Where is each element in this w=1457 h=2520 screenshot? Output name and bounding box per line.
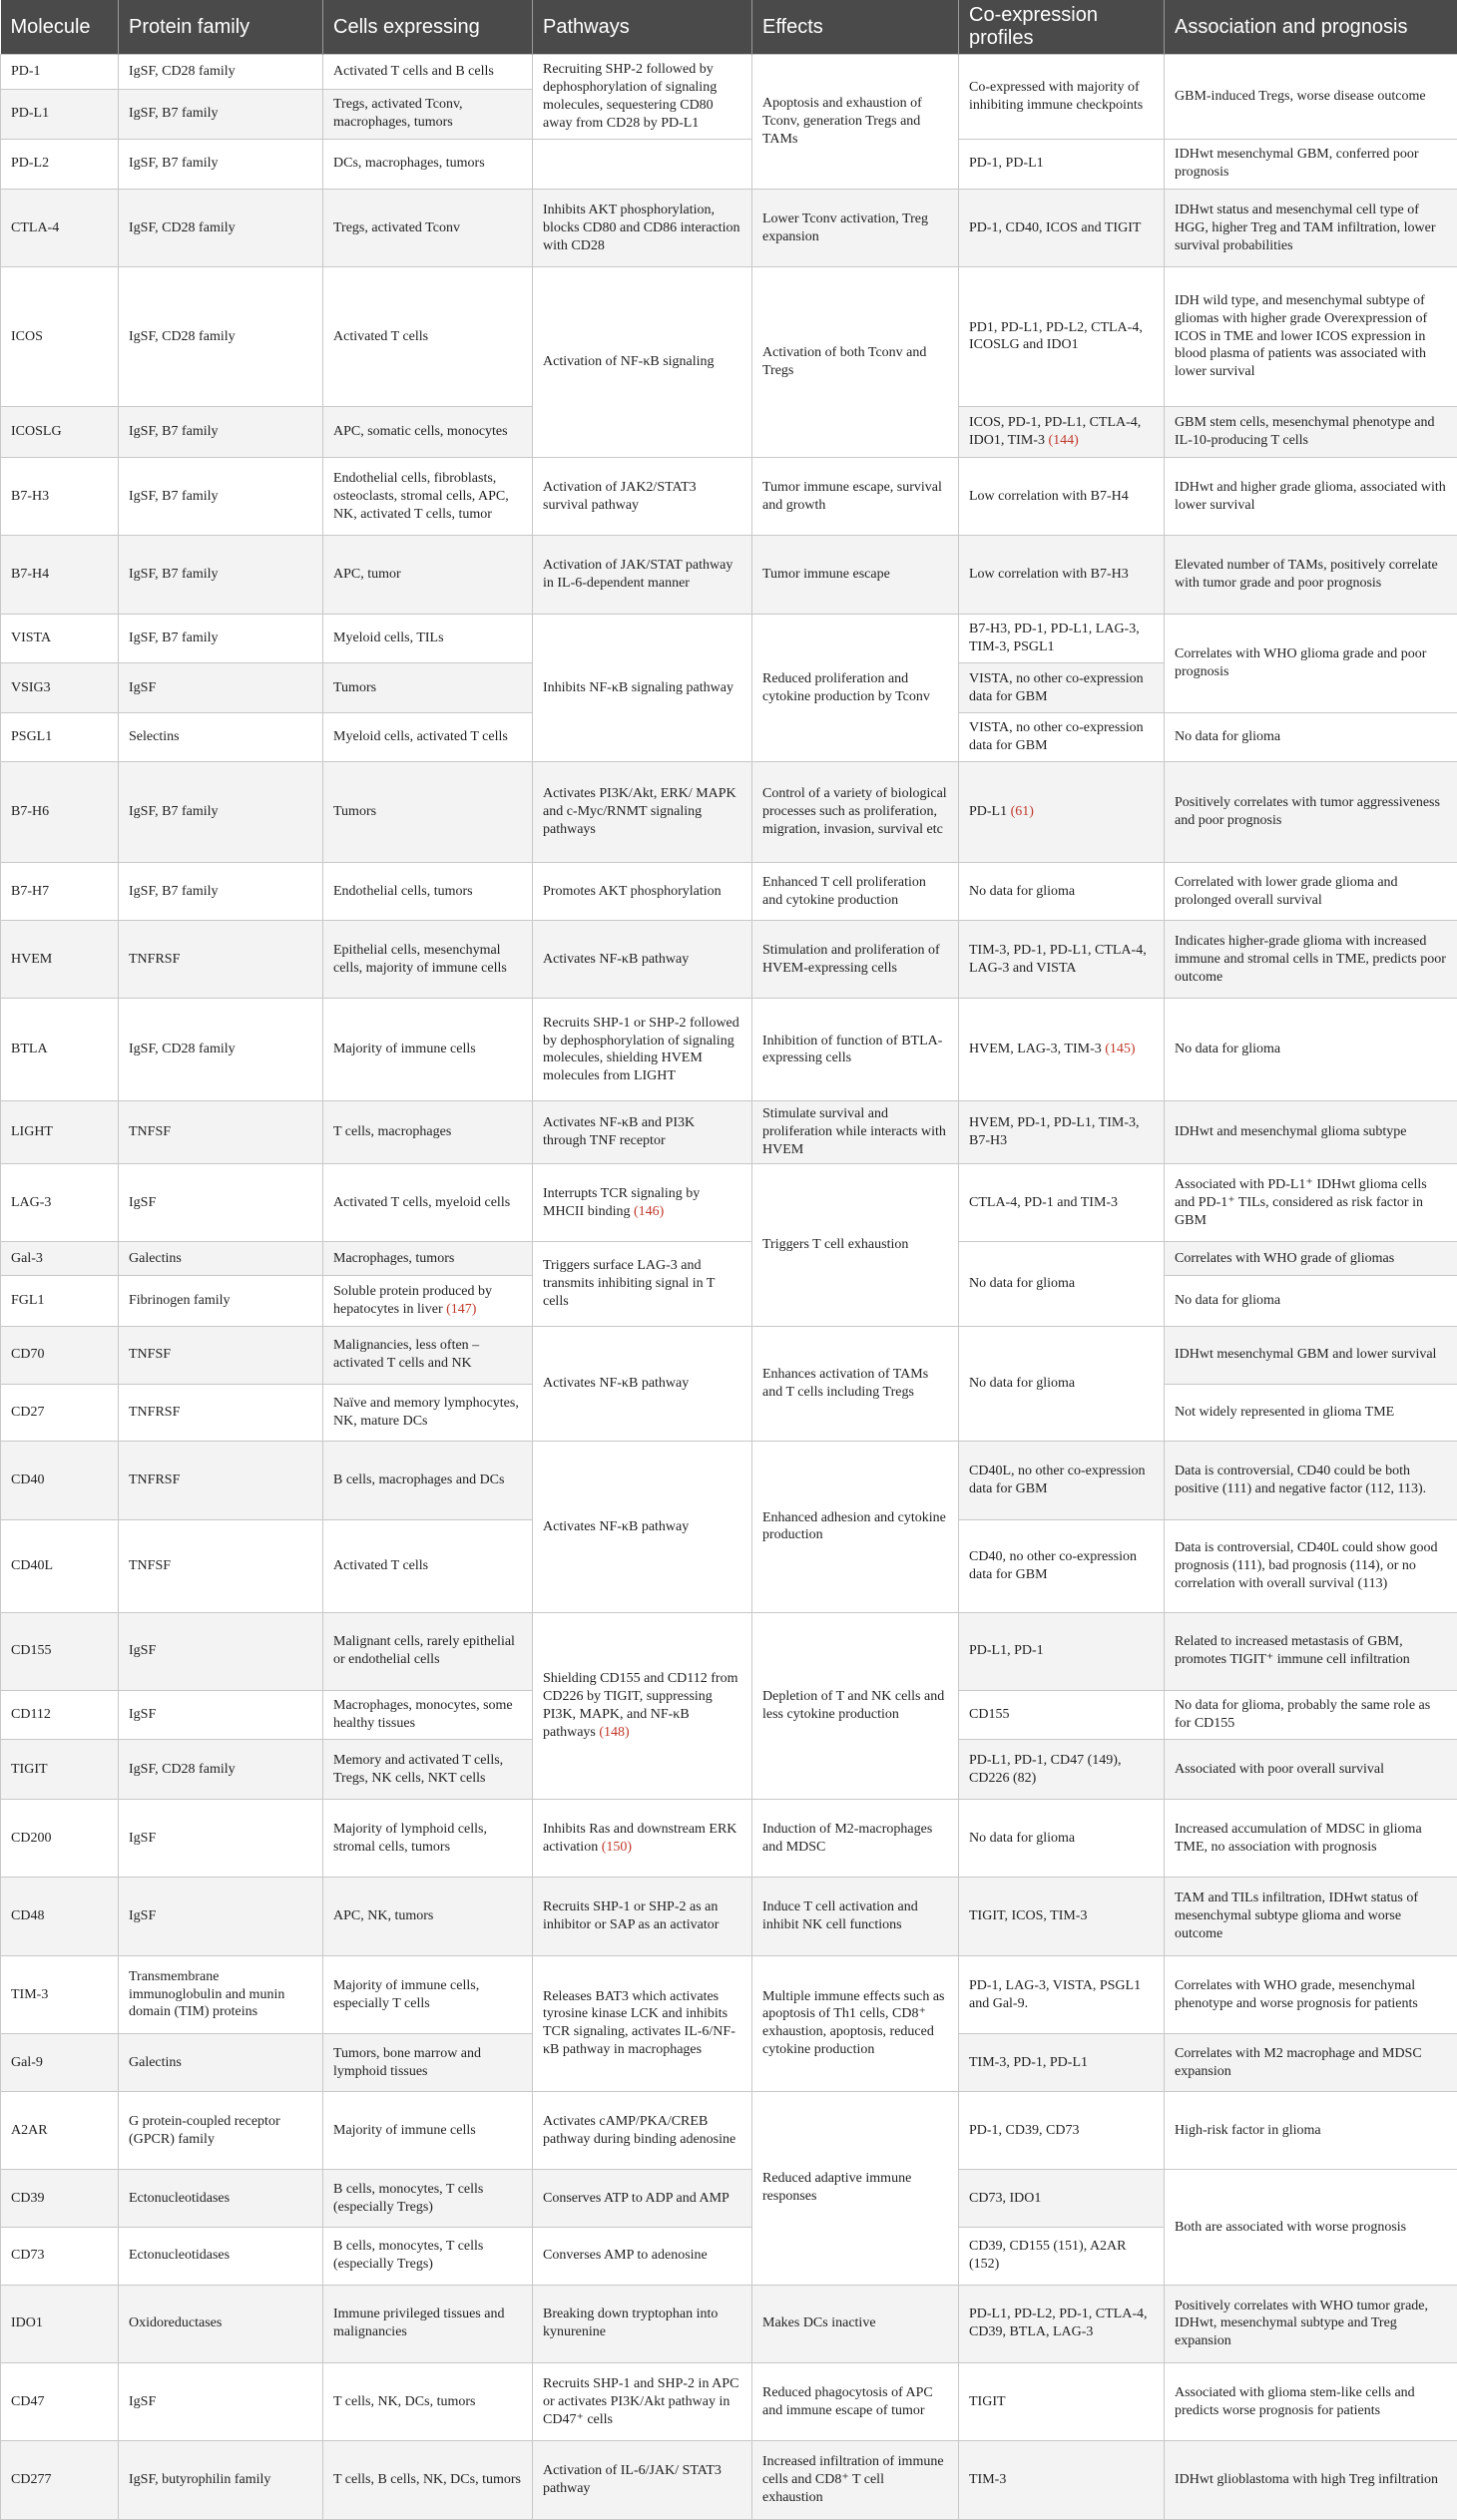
table-row (1, 1442, 1457, 1519)
cell-molecule: CD27 (1, 1384, 119, 1442)
cell-cells: B cells, monocytes, T cells (especially Tregs) (323, 2227, 533, 2285)
cell-pathway: Triggers surface LAG-3 and transmits inhibiting signal in T cells (533, 1242, 752, 1327)
cell-assoc: Positively correlates with tumor aggressiveness and poor prognosis (1165, 762, 1457, 863)
cell-effect: Control of a variety of biological processes such as proliferation, migration, invasion, survival etc (752, 762, 959, 863)
cell-coexp: PD-1, CD40, ICOS and TIGIT (959, 190, 1165, 267)
cell-effect: Tumor immune escape, survival and growth (752, 458, 959, 536)
cell-coexp: CD40, no other co-expression data for GBM (959, 1519, 1165, 1612)
cell-coexp: Low correlation with B7-H3 (959, 536, 1165, 614)
cell-assoc: TAM and TILs infiltration, IDHwt status of mesenchymal subtype glioma and worse outcome (1165, 1878, 1457, 1955)
cell-cells: APC, tumor (323, 536, 533, 614)
header-row (1, 0, 1457, 55)
cell-family: Transmembrane immunoglobulin and munin domain (TIM) proteins (119, 1955, 323, 2033)
cell-cells: Tumors (323, 762, 533, 863)
cell-pathway: Recruits SHP-1 or SHP-2 as an inhibitor or SAP as an activator (533, 1878, 752, 1955)
coexp-text: PD-L1 (969, 804, 1008, 820)
cell-effect: Makes DCs inactive (752, 2285, 959, 2362)
header-cells-expressing: Cells expressing (323, 0, 533, 55)
cell-family: IgSF (119, 663, 323, 712)
cell-coexp (959, 999, 1165, 1101)
cell-pathway: Activation of JAK2/STAT3 survival pathway (533, 458, 752, 536)
cell-family: TNFSF (119, 1519, 323, 1612)
cell-family: TNFRSF (119, 921, 323, 999)
cell-coexp: CD40L, no other co-expression data for GBM (959, 1442, 1165, 1519)
cell-effect: Reduced phagocytosis of APC and immune escape of tumor (752, 2363, 959, 2441)
table-row (1, 614, 1457, 662)
cell-molecule: Gal-3 (1, 1242, 119, 1276)
cell-assoc: Correlates with WHO grade, mesenchymal phenotype and worse prognosis for patients (1165, 1955, 1457, 2033)
cell-molecule: B7-H3 (1, 458, 119, 536)
cell-cells: Tumors, bone marrow and lymphoid tissues (323, 2034, 533, 2092)
cell-pathway: Activates PI3K/Akt, ERK/ MAPK and c-Myc/RNMT signaling pathways (533, 762, 752, 863)
table-row (1, 1242, 1457, 1276)
cell-pathway: Inhibits NF-κB signaling pathway (533, 614, 752, 761)
cell-molecule: BTLA (1, 999, 119, 1101)
cell-effect: Increased infiltration of immune cells and CD8⁺ T cell exhaustion (752, 2441, 959, 2520)
cell-cells: APC, NK, tumors (323, 1878, 533, 1955)
cell-pathway: Recruits SHP-1 and SHP-2 in APC or activates PI3K/Akt pathway in CD47⁺ cells (533, 2363, 752, 2441)
cell-effect: Reduced adaptive immune responses (752, 2091, 959, 2285)
cell-assoc: IDHwt mesenchymal GBM and lower survival (1165, 1326, 1457, 1384)
cell-assoc: Elevated number of TAMs, positively correlate with tumor grade and poor prognosis (1165, 536, 1457, 614)
cell-coexp: CD39, CD155 (151), A2AR (152) (959, 2227, 1165, 2285)
cell-family: IgSF, B7 family (119, 90, 323, 139)
cell-molecule: HVEM (1, 921, 119, 999)
table-row (1, 2170, 1457, 2228)
cell-assoc: IDHwt glioblastoma with high Treg infiltration (1165, 2441, 1457, 2520)
cell-family: IgSF, B7 family (119, 614, 323, 662)
cell-family: IgSF, B7 family (119, 139, 323, 190)
cell-molecule: CD40L (1, 1519, 119, 1612)
cell-family: G protein-coupled receptor (GPCR) family (119, 2091, 323, 2169)
table-row (1, 999, 1457, 1101)
cell-assoc: Correlates with M2 macrophage and MDSC expansion (1165, 2034, 1457, 2092)
cell-cells: B cells, monocytes, T cells (especially Tregs) (323, 2170, 533, 2228)
table-row (1, 1164, 1457, 1242)
cell-effect: Inhibition of function of BTLA-expressing cells (752, 999, 959, 1101)
cell-effect: Enhanced T cell proliferation and cytokine production (752, 863, 959, 921)
cell-cells: Epithelial cells, mesenchymal cells, majority of immune cells (323, 921, 533, 999)
cell-effect: Depletion of T and NK cells and less cytokine production (752, 1612, 959, 1800)
cell-effect: Multiple immune effects such as apoptosis of Th1 cells, CD8⁺ exhaustion, apoptosis, reduced cytokine production (752, 1955, 959, 2091)
cell-family: Selectins (119, 712, 323, 761)
cell-coexp: TIGIT, ICOS, TIM-3 (959, 1878, 1165, 1955)
cell-molecule: VISTA (1, 614, 119, 662)
cell-molecule: TIGIT (1, 1740, 119, 1800)
cell-pathway: Releases BAT3 which activates tyrosine kinase LCK and inhibits TCR signaling, activates IL-6/NF-κB pathway in macrophages (533, 1955, 752, 2091)
cell-coexp: CD155 (959, 1690, 1165, 1739)
cell-coexp: VISTA, no other co-expression data for GBM (959, 712, 1165, 761)
cell-molecule: IDO1 (1, 2285, 119, 2362)
cell-pathway (533, 1164, 752, 1242)
citation-link[interactable]: (144) (1048, 432, 1079, 448)
cell-effect: Activation of both Tconv and Tregs (752, 267, 959, 458)
cell-family: IgSF (119, 1878, 323, 1955)
header-effects: Effects (752, 0, 959, 55)
cell-family: Galectins (119, 2034, 323, 2092)
cell-pathway (533, 1612, 752, 1800)
cell-coexp: HVEM, PD-1, PD-L1, TIM-3, B7-H3 (959, 1101, 1165, 1164)
cell-family: IgSF (119, 1800, 323, 1878)
cell-assoc: Not widely represented in glioma TME (1165, 1384, 1457, 1442)
cell-family: Fibrinogen family (119, 1276, 323, 1327)
cell-coexp: TIM-3, PD-1, PD-L1 (959, 2034, 1165, 2092)
cell-molecule: CD200 (1, 1800, 119, 1878)
table-row (1, 190, 1457, 267)
cell-cells: Macrophages, tumors (323, 1242, 533, 1276)
cell-assoc: Correlated with lower grade glioma and prolonged overall survival (1165, 863, 1457, 921)
cell-cells: Malignancies, less often – activated T cells and NK (323, 1326, 533, 1384)
cell-coexp: VISTA, no other co-expression data for GBM (959, 663, 1165, 712)
cell-family: IgSF, B7 family (119, 863, 323, 921)
citation-link[interactable]: (148) (599, 1724, 630, 1740)
cell-molecule: LIGHT (1, 1101, 119, 1164)
cell-pathway: Inhibits AKT phosphorylation, blocks CD80 and CD86 interaction with CD28 (533, 190, 752, 267)
cell-molecule: PSGL1 (1, 712, 119, 761)
table-row (1, 536, 1457, 614)
table-row (1, 1101, 1457, 1164)
cell-cells: Macrophages, monocytes, some healthy tissues (323, 1690, 533, 1739)
cell-coexp: No data for glioma (959, 1326, 1165, 1441)
cell-coexp: TIM-3, PD-1, PD-L1, CTLA-4, LAG-3 and VISTA (959, 921, 1165, 999)
cell-coexp: Co-expressed with majority of inhibiting immune checkpoints (959, 55, 1165, 140)
cell-family: TNFRSF (119, 1384, 323, 1442)
cell-molecule: Gal-9 (1, 2034, 119, 2092)
cell-effect: Lower Tconv activation, Treg expansion (752, 190, 959, 267)
citation-link[interactable]: (146) (634, 1203, 665, 1219)
cell-family: Oxidoreductases (119, 2285, 323, 2362)
cell-pathway: Breaking down tryptophan into kynurenine (533, 2285, 752, 2362)
cell-cells: APC, somatic cells, monocytes (323, 406, 533, 458)
cell-effect: Stimulate survival and proliferation while interacts with HVEM (752, 1101, 959, 1164)
header-molecule: Molecule (1, 0, 119, 55)
cell-coexp: No data for glioma (959, 863, 1165, 921)
cell-family: IgSF, B7 family (119, 762, 323, 863)
cell-molecule: TIM-3 (1, 1955, 119, 2033)
cell-cells: Immune privileged tissues and malignancies (323, 2285, 533, 2362)
cell-cells: Majority of immune cells, especially T cells (323, 1955, 533, 2033)
cell-cells: Activated T cells and B cells (323, 55, 533, 90)
cells-text: Soluble protein produced by hepatocytes in liver (333, 1284, 493, 1318)
cell-effect: Apoptosis and exhaustion of Tconv, generation Tregs and TAMs (752, 55, 959, 190)
table-row (1, 2091, 1457, 2169)
cell-cells: Myeloid cells, TILs (323, 614, 533, 662)
table-row (1, 762, 1457, 863)
cell-cells: T cells, B cells, NK, DCs, tumors (323, 2441, 533, 2520)
cell-pathway: Promotes AKT phosphorylation (533, 863, 752, 921)
coexp-text: ICOS, PD-1, PD-L1, CTLA-4, IDO1, TIM-3 (969, 414, 1142, 448)
cell-effect: Reduced proliferation and cytokine production by Tconv (752, 614, 959, 761)
cell-assoc: No data for glioma (1165, 1276, 1457, 1327)
cell-molecule: B7-H6 (1, 762, 119, 863)
cell-pathway (533, 139, 752, 190)
cell-family: IgSF (119, 1690, 323, 1739)
cell-family: IgSF, B7 family (119, 458, 323, 536)
table-row (1, 2285, 1457, 2362)
cell-family: Ectonucleotidases (119, 2227, 323, 2285)
cell-molecule: CD112 (1, 1690, 119, 1739)
cell-molecule: CD277 (1, 2441, 119, 2520)
cell-cells: Activated T cells (323, 1519, 533, 1612)
header-protein-family: Protein family (119, 0, 323, 55)
table-row (1, 55, 1457, 90)
table-row (1, 863, 1457, 921)
cell-family: IgSF, CD28 family (119, 267, 323, 406)
header-association-and-prognosis: Association and prognosis (1165, 0, 1457, 55)
citation-link[interactable]: (147) (446, 1302, 477, 1318)
cell-molecule: PD-L1 (1, 90, 119, 139)
cell-molecule: CD155 (1, 1612, 119, 1690)
cell-cells: Naïve and memory lymphocytes, NK, mature DCs (323, 1384, 533, 1442)
cell-family: IgSF, CD28 family (119, 1740, 323, 1800)
cell-coexp: CD73, IDO1 (959, 2170, 1165, 2228)
header-co-expression-profiles: Co-expression profiles (959, 0, 1165, 55)
cell-molecule: CD47 (1, 2363, 119, 2441)
cell-pathway: Activation of NF-κB signaling (533, 267, 752, 458)
cell-assoc: GBM-induced Tregs, worse disease outcome (1165, 55, 1457, 140)
cell-cells: T cells, NK, DCs, tumors (323, 2363, 533, 2441)
cell-molecule: PD-1 (1, 55, 119, 90)
cell-molecule: B7-H7 (1, 863, 119, 921)
table-row (1, 2363, 1457, 2441)
cell-cells: T cells, macrophages (323, 1101, 533, 1164)
cell-molecule: CD39 (1, 2170, 119, 2228)
cell-pathway: Activates NF-κB pathway (533, 1442, 752, 1612)
cell-assoc: IDHwt and mesenchymal glioma subtype (1165, 1101, 1457, 1164)
cell-cells: Tregs, activated Tconv, macrophages, tumors (323, 90, 533, 139)
cell-coexp: PD1, PD-L1, PD-L2, CTLA-4, ICOSLG and IDO1 (959, 267, 1165, 406)
cell-family: TNFRSF (119, 1442, 323, 1519)
cell-pathway: Activates NF-κB pathway (533, 921, 752, 999)
cell-cells: Majority of immune cells (323, 2091, 533, 2169)
cell-family: IgSF, CD28 family (119, 55, 323, 90)
cell-cells: Tregs, activated Tconv (323, 190, 533, 267)
cell-effect: Induction of M2-macrophages and MDSC (752, 1800, 959, 1878)
cell-coexp: PD-L1, PD-L2, PD-1, CTLA-4, CD39, BTLA, LAG-3 (959, 2285, 1165, 2362)
cell-molecule: CD70 (1, 1326, 119, 1384)
cell-coexp (959, 762, 1165, 863)
cell-pathway: Activates cAMP/PKA/CREB pathway during binding adenosine (533, 2091, 752, 2169)
cell-assoc: IDHwt status and mesenchymal cell type of HGG, higher Treg and TAM infiltration, lower survival probabilities (1165, 190, 1457, 267)
cell-cells: DCs, macrophages, tumors (323, 139, 533, 190)
cell-cells: Activated T cells (323, 267, 533, 406)
cell-family: IgSF, CD28 family (119, 190, 323, 267)
cell-assoc: No data for glioma, probably the same role as for CD155 (1165, 1690, 1457, 1739)
cell-coexp: TIGIT (959, 2363, 1165, 2441)
cell-assoc: High-risk factor in glioma (1165, 2091, 1457, 2169)
cell-cells: Majority of immune cells (323, 999, 533, 1101)
cell-assoc: IDHwt and higher grade glioma, associated with lower survival (1165, 458, 1457, 536)
cell-family: TNFSF (119, 1326, 323, 1384)
cell-assoc: Associated with PD-L1⁺ IDHwt glioma cells and PD-1⁺ TILs, considered as risk factor in GBM (1165, 1164, 1457, 1242)
table-row (1, 2441, 1457, 2520)
cell-cells: B cells, macrophages and DCs (323, 1442, 533, 1519)
cell-assoc: Related to increased metastasis of GBM, promotes TIGIT⁺ immune cell infiltration (1165, 1612, 1457, 1690)
table-row (1, 1955, 1457, 2033)
cell-pathway: Activation of JAK/STAT pathway in IL-6-dependent manner (533, 536, 752, 614)
cell-family: IgSF, B7 family (119, 406, 323, 458)
cell-pathway: Recruiting SHP-2 followed by dephosphorylation of signaling molecules, sequestering CD80 away from CD28 by PD-L1 (533, 55, 752, 140)
cell-effect: Tumor immune escape (752, 536, 959, 614)
cell-coexp: PD-1, PD-L1 (959, 139, 1165, 190)
cell-pathway: Activation of IL-6/JAK/ STAT3 pathway (533, 2441, 752, 2520)
cell-assoc: GBM stem cells, mesenchymal phenotype and IL-10-producing T cells (1165, 406, 1457, 458)
cell-family: IgSF, B7 family (119, 536, 323, 614)
cell-assoc: Correlates with WHO glioma grade and poor prognosis (1165, 614, 1457, 712)
table-row (1, 1612, 1457, 1690)
cell-pathway: Conserves ATP to ADP and AMP (533, 2170, 752, 2228)
cell-family: IgSF (119, 2363, 323, 2441)
cell-molecule: FGL1 (1, 1276, 119, 1327)
cell-pathway: Activates NF-κB pathway (533, 1326, 752, 1441)
cell-family: TNFSF (119, 1101, 323, 1164)
cell-coexp: PD-1, CD39, CD73 (959, 2091, 1165, 2169)
cell-effect: Induce T cell activation and inhibit NK cell functions (752, 1878, 959, 1955)
cell-coexp: PD-1, LAG-3, VISTA, PSGL1 and Gal-9. (959, 1955, 1165, 2033)
cell-family: Ectonucleotidases (119, 2170, 323, 2228)
citation-link[interactable]: (145) (1105, 1042, 1136, 1057)
cell-family: Galectins (119, 1242, 323, 1276)
table-row (1, 458, 1457, 536)
cell-family: IgSF (119, 1612, 323, 1690)
cell-molecule: ICOSLG (1, 406, 119, 458)
cell-effect: Stimulation and proliferation of HVEM-expressing cells (752, 921, 959, 999)
table-row (1, 1326, 1457, 1384)
table-row (1, 921, 1457, 999)
cell-family: IgSF, CD28 family (119, 999, 323, 1101)
table-row (1, 267, 1457, 406)
cell-coexp: No data for glioma (959, 1242, 1165, 1327)
cell-molecule: PD-L2 (1, 139, 119, 190)
cell-coexp: TIM-3 (959, 2441, 1165, 2520)
table-row (1, 1878, 1457, 1955)
cell-assoc: Indicates higher-grade glioma with increased immune and stromal cells in TME, predicts poor outcome (1165, 921, 1457, 999)
citation-link[interactable]: (150) (601, 1839, 633, 1855)
cell-assoc: No data for glioma (1165, 999, 1457, 1101)
cell-coexp: PD-L1, PD-1, CD47 (149), CD226 (82) (959, 1740, 1165, 1800)
cell-assoc: IDH wild type, and mesenchymal subtype of gliomas with higher grade Overexpression of ICOS in TME and lower ICOS expression in blood plasma of patients was associated with lower survival (1165, 267, 1457, 406)
cell-cells: Tumors (323, 663, 533, 712)
cell-pathway: Converses AMP to adenosine (533, 2227, 752, 2285)
pathway-text: Inhibits Ras and downstream ERK activation (543, 1821, 737, 1855)
cell-assoc: Increased accumulation of MDSC in glioma TME, no association with prognosis (1165, 1800, 1457, 1878)
table-row (1, 139, 1457, 190)
cell-molecule: B7-H4 (1, 536, 119, 614)
cell-assoc: Data is controversial, CD40 could be both positive (111) and negative factor (112, 113). (1165, 1442, 1457, 1519)
cell-assoc: Correlates with WHO grade of gliomas (1165, 1242, 1457, 1276)
citation-link[interactable]: (61) (1010, 804, 1034, 820)
coexp-text: HVEM, LAG-3, TIM-3 (969, 1042, 1102, 1057)
cell-coexp: PD-L1, PD-1 (959, 1612, 1165, 1690)
cell-molecule: CTLA-4 (1, 190, 119, 267)
cell-family: IgSF (119, 1164, 323, 1242)
cell-molecule: VSIG3 (1, 663, 119, 712)
cell-pathway (533, 1800, 752, 1878)
cell-molecule: ICOS (1, 267, 119, 406)
cell-molecule: A2AR (1, 2091, 119, 2169)
cell-pathway: Activates NF-κB and PI3K through TNF receptor (533, 1101, 752, 1164)
cell-pathway: Recruits SHP-1 or SHP-2 followed by dephosphorylation of signaling molecules, shielding HVEM molecules from LIGHT (533, 999, 752, 1101)
cell-coexp: Low correlation with B7-H4 (959, 458, 1165, 536)
cell-assoc: Data is controversial, CD40L could show good prognosis (111), bad prognosis (114), or no correlation with overall survival (113) (1165, 1519, 1457, 1612)
pathway-text: Interrupts TCR signaling by MHCII binding (543, 1185, 701, 1219)
cell-assoc: No data for glioma (1165, 712, 1457, 761)
cell-effect: Enhanced adhesion and cytokine production (752, 1442, 959, 1612)
cell-coexp: No data for glioma (959, 1800, 1165, 1878)
cell-cells (323, 1276, 533, 1327)
cell-family: IgSF, butyrophilin family (119, 2441, 323, 2520)
cell-cells: Endothelial cells, fibroblasts, osteoclasts, stromal cells, APC, NK, activated T cells, tumor (323, 458, 533, 536)
cell-coexp: CTLA-4, PD-1 and TIM-3 (959, 1164, 1165, 1242)
cell-cells: Malignant cells, rarely epithelial or endothelial cells (323, 1612, 533, 1690)
pathway-text: Shielding CD155 and CD112 from CD226 by TIGIT, suppressing PI3K, MAPK, and NF-κB pathways (543, 1671, 738, 1740)
cell-coexp (959, 406, 1165, 458)
cell-assoc: Both are associated with worse prognosis (1165, 2170, 1457, 2285)
cell-cells: Memory and activated T cells, Tregs, NK cells, NKT cells (323, 1740, 533, 1800)
header-pathways: Pathways (533, 0, 752, 55)
table-row (1, 1800, 1457, 1878)
cell-assoc: Associated with poor overall survival (1165, 1740, 1457, 1800)
cell-molecule: LAG-3 (1, 1164, 119, 1242)
cell-cells: Majority of lymphoid cells, stromal cells, tumors (323, 1800, 533, 1878)
cell-effect: Triggers T cell exhaustion (752, 1164, 959, 1327)
cell-assoc: Associated with glioma stem-like cells and predicts worse prognosis for patients (1165, 2363, 1457, 2441)
cell-molecule: CD73 (1, 2227, 119, 2285)
cell-coexp: B7-H3, PD-1, PD-L1, LAG-3, TIM-3, PSGL1 (959, 614, 1165, 662)
cell-molecule: CD48 (1, 1878, 119, 1955)
cell-assoc: IDHwt mesenchymal GBM, conferred poor prognosis (1165, 139, 1457, 190)
cell-cells: Endothelial cells, tumors (323, 863, 533, 921)
cell-cells: Myeloid cells, activated T cells (323, 712, 533, 761)
cell-assoc: Positively correlates with WHO tumor grade, IDHwt, mesenchymal subtype and Treg expansion (1165, 2285, 1457, 2362)
cell-cells: Activated T cells, myeloid cells (323, 1164, 533, 1242)
cell-effect: Enhances activation of TAMs and T cells including Tregs (752, 1326, 959, 1441)
cell-molecule: CD40 (1, 1442, 119, 1519)
